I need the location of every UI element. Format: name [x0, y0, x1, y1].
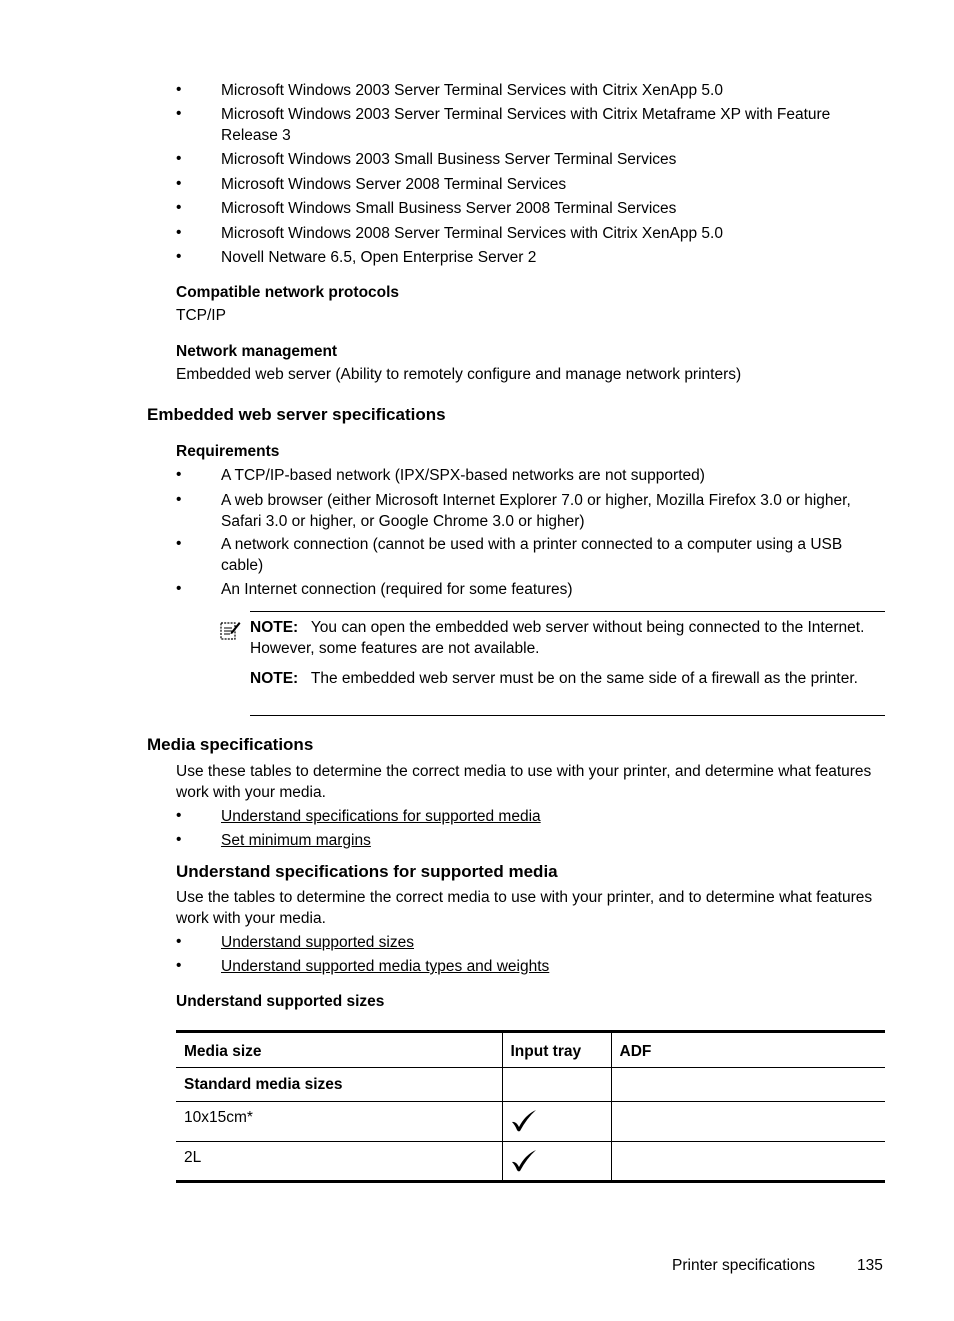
footer-section: Printer specifications [672, 1257, 816, 1274]
note-icon [219, 619, 241, 641]
protocols-heading: Compatible network protocols [176, 284, 400, 301]
bullet: • [176, 535, 182, 552]
bullet: • [176, 224, 182, 241]
column-header-adf: ADF [611, 1032, 885, 1068]
bullet: • [176, 105, 182, 122]
link-understand-supported-sizes[interactable]: Understand supported sizes [221, 934, 415, 951]
bullet: • [176, 150, 182, 167]
adf-cell [611, 1102, 885, 1142]
bullet: • [176, 199, 182, 216]
protocols-value: TCP/IP [176, 307, 226, 324]
media-intro: Use these tables to determine the correct media to use with your printer, and determine what features work with your media. [176, 763, 872, 801]
input-tray-cell [502, 1142, 611, 1182]
table-row [176, 1102, 885, 1142]
table-cell [502, 1068, 611, 1102]
bullet: • [176, 807, 182, 824]
understand-intro: Use the tables to determine the correct media to use with your printer, and to determine what features work with your media. [176, 889, 873, 927]
note-top-rule [250, 611, 885, 612]
note-text: You can open the embedded web server without being connected to the Internet. However, some features are not available. [250, 619, 865, 657]
bullet: • [176, 175, 182, 192]
note-1 [250, 618, 882, 659]
sizes-table [176, 1030, 885, 1183]
list-item: Novell Netware 6.5, Open Enterprise Server 2 [221, 249, 537, 266]
link-set-minimum-margins[interactable]: Set minimum margins [221, 832, 371, 849]
checkmark-icon [511, 1109, 537, 1133]
list-item: Microsoft Windows 2008 Server Terminal Services with Citrix XenApp 5.0 [221, 225, 723, 242]
column-header-input-tray: Input tray [502, 1032, 611, 1068]
bullet: • [176, 81, 182, 98]
bullet: • [176, 957, 182, 974]
network-management-value: Embedded web server (Ability to remotely configure and manage network printers) [176, 366, 742, 383]
list-item: Microsoft Windows Server 2008 Terminal Services [221, 176, 567, 193]
table-row [176, 1142, 885, 1182]
list-item: Microsoft Windows 2003 Small Business Server Terminal Services [221, 151, 677, 168]
understand-section-title: Understand specifications for supported media [176, 862, 558, 881]
link-understand-media-types[interactable]: Understand supported media types and weights [221, 958, 550, 975]
list-item: A network connection (cannot be used with a printer connected to a computer using a USB cable) [221, 536, 843, 574]
media-section-title: Media specifications [147, 735, 314, 754]
list-item: Microsoft Windows 2003 Server Terminal Services with Citrix Metaframe XP with Feature Release 3 [221, 106, 831, 144]
page-number: 135 [857, 1257, 883, 1274]
requirements-heading: Requirements [176, 443, 280, 460]
bullet: • [176, 933, 182, 950]
media-size-cell: 2L [184, 1149, 202, 1166]
note-bottom-rule [250, 715, 885, 716]
note-2 [250, 669, 882, 690]
note-text: The embedded web server must be on the same side of a firewall as the printer. [310, 670, 858, 687]
bullet: • [176, 466, 182, 483]
table-cell [611, 1068, 885, 1102]
list-item: An Internet connection (required for some features) [221, 581, 573, 598]
table-group-row [176, 1068, 885, 1102]
sizes-heading: Understand supported sizes [176, 993, 385, 1010]
adf-cell [611, 1142, 885, 1182]
column-header-media-size: Media size [184, 1043, 262, 1060]
list-item: A TCP/IP-based network (IPX/SPX-based networks are not supported) [221, 467, 705, 484]
table-header-row [176, 1032, 885, 1068]
link-understand-specifications[interactable]: Understand specifications for supported media [221, 808, 541, 825]
bullet: • [176, 580, 182, 597]
group-label: Standard media sizes [184, 1076, 343, 1093]
note-label: NOTE: [250, 670, 299, 687]
bullet: • [176, 491, 182, 508]
list-item: Microsoft Windows 2003 Server Terminal Services with Citrix XenApp 5.0 [221, 82, 723, 99]
note-label: NOTE: [250, 619, 299, 636]
list-item: Microsoft Windows Small Business Server 2008 Terminal Services [221, 200, 677, 217]
ews-section-title: Embedded web server specifications [147, 405, 446, 424]
bullet: • [176, 831, 182, 848]
list-item: A web browser (either Microsoft Internet Explorer 7.0 or higher, Mozilla Firefox 3.0 or higher, Safari 3.0 or higher, or Google Chrome 3.0 or higher) [221, 492, 851, 530]
network-management-heading: Network management [176, 343, 338, 360]
input-tray-cell [502, 1102, 611, 1142]
media-size-cell: 10x15cm* [184, 1109, 253, 1126]
checkmark-icon [511, 1149, 537, 1173]
bullet: • [176, 248, 182, 265]
